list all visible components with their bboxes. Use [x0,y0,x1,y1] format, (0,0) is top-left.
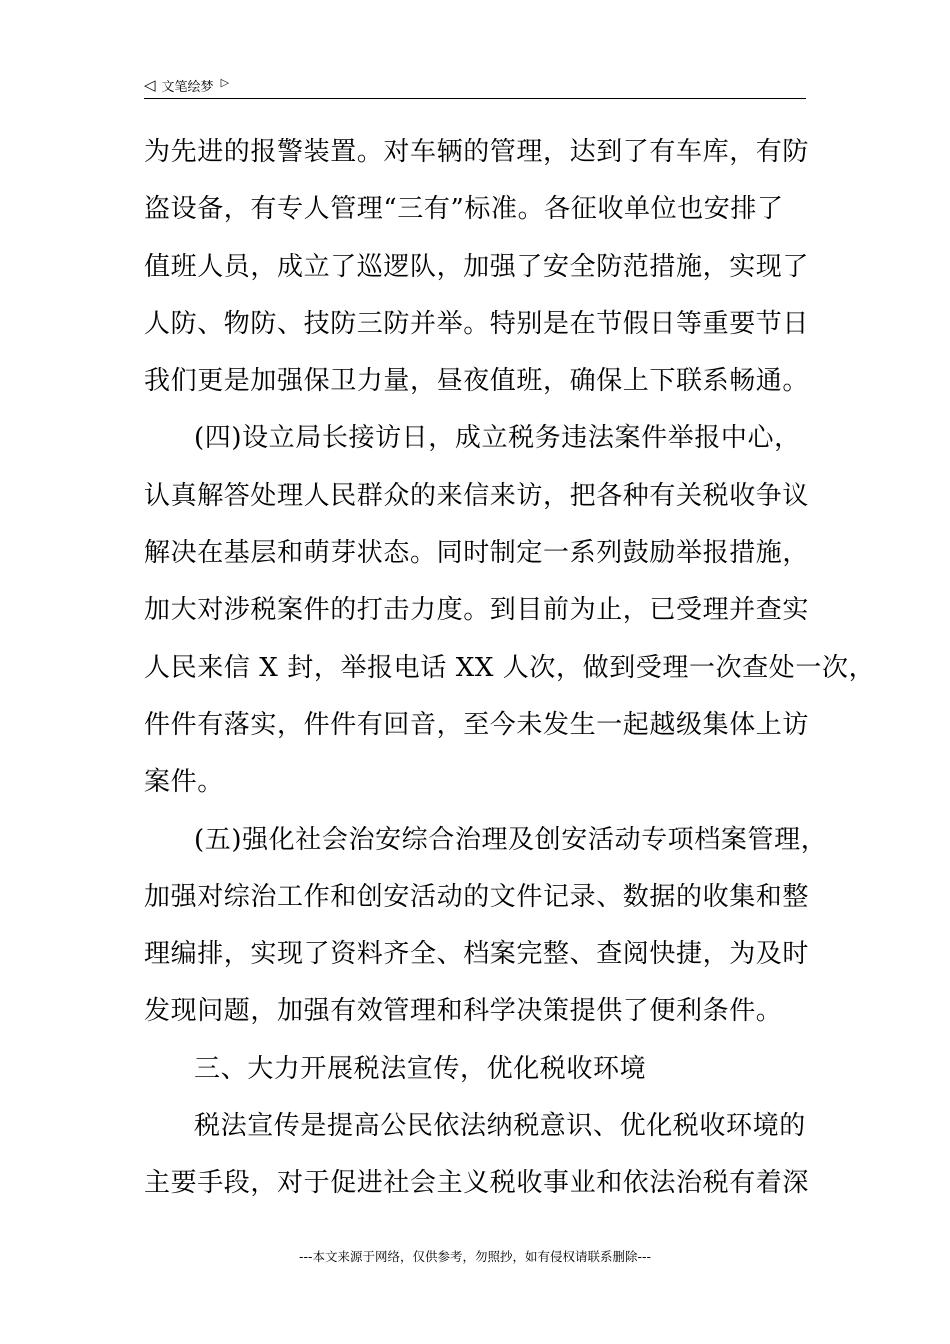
body-line: 认真解答处理人民群众的来信来访，把各种有关税收争议 [144,480,810,511]
header-title: 文笔绘梦 [161,79,214,95]
body-line: 件件有落实，件件有回音，至今未发生一起越级集体上访 [144,709,810,740]
body-line: 主要手段，对于促进社会主义税收事业和依法治税有着深 [144,1168,810,1199]
body-line: 发现问题，加强有效管理和科学决策提供了便利条件。 [144,996,783,1027]
body-line: 案件。 [144,767,224,798]
paragraph-start-line: (四)设立局长接访日，成立税务违法案件举报中心， [194,423,801,454]
body-line: 加强对综治工作和创安活动的文件记录、数据的收集和整 [144,881,810,912]
body-line: 值班人员，成立了巡逻队，加强了安全防范措施，实现了 [144,251,810,282]
body-line: 理编排，实现了资料齐全、档案完整、查阅快捷，为及时 [144,939,810,970]
body-line: 加大对涉税案件的打击力度。到目前为止，已受理并查实 [144,595,810,626]
body-line: 为先进的报警装置。对车辆的管理，达到了有车库，有防 [144,137,810,167]
paragraph-start-line: (五)强化社会治安综合治理及创安活动专项档案管理， [194,824,828,855]
body-line: 人防、物防、技防三防并举。特别是在节假日等重要节日 [144,308,810,339]
page-header [144,72,806,99]
body-line: 人民来信 X 封，举报电话 XX 人次，做到受理一次查处一次， [144,652,876,683]
paragraph-start-line: 税法宣传是提高公民依法纳税意识、优化税收环境的 [194,1111,806,1142]
triangle-left-icon: ◁ [144,75,156,94]
section-heading: 三、大力开展税法宣传，优化税收环境 [194,1053,647,1084]
document-body [144,124,876,1213]
footer-disclaimer: ---本文来源于网络，仅供参考，勿照抄，如有侵权请联系删除--- [298,1249,652,1264]
body-line: 解决在基层和萌芽状态。同时制定一系列鼓励举报措施， [144,538,810,569]
triangle-right-icon: ▷ [220,75,230,89]
body-line: 我们更是加强保卫力量，昼夜值班，确保上下联系畅通。 [144,366,810,397]
body-line: 盗设备，有专人管理“三有”标准。各征收单位也安排了 [144,194,784,225]
